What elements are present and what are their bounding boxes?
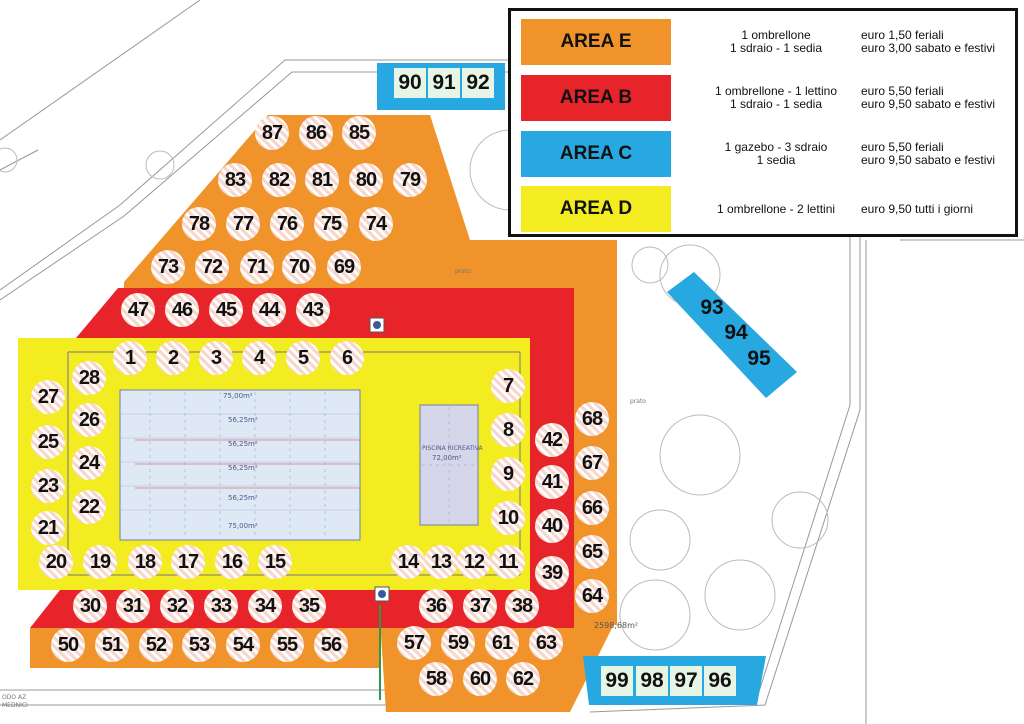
- umbrella-spot-52[interactable]: 52: [139, 628, 173, 662]
- small-pool-area: 72,00m²: [432, 454, 462, 462]
- umbrella-spot-22[interactable]: 22: [72, 490, 106, 524]
- legend-swatch-e: AREA E: [521, 19, 671, 65]
- umbrella-spot-33[interactable]: 33: [204, 589, 238, 623]
- umbrella-spot-67[interactable]: 67: [575, 446, 609, 480]
- gazebo-spot-94[interactable]: 94: [724, 321, 748, 344]
- umbrella-spot-64[interactable]: 64: [575, 579, 609, 613]
- umbrella-spot-10[interactable]: 10: [491, 501, 525, 535]
- umbrella-spot-13[interactable]: 13: [424, 545, 458, 579]
- gazebo-spot-90[interactable]: 90: [394, 68, 426, 98]
- recreational-pool: [420, 405, 478, 525]
- gazebo-spot-99[interactable]: 99: [601, 666, 633, 696]
- umbrella-spot-80[interactable]: 80: [349, 163, 383, 197]
- legend-price-d: euro 9,50 tutti i giorni: [861, 201, 974, 216]
- umbrella-spot-60[interactable]: 60: [463, 662, 497, 696]
- legend-desc-c: 1 gazebo - 3 sdraio 1 sedia: [724, 140, 828, 167]
- umbrella-spot-81[interactable]: 81: [305, 163, 339, 197]
- umbrella-spot-78[interactable]: 78: [182, 207, 216, 241]
- price-legend: [508, 8, 1018, 237]
- umbrella-spot-3[interactable]: 3: [199, 341, 233, 375]
- umbrella-spot-7[interactable]: 7: [491, 369, 525, 403]
- umbrella-spot-47[interactable]: 47: [121, 293, 155, 327]
- legend-row-c: [521, 131, 1011, 177]
- gazebo-spot-96[interactable]: 96: [704, 666, 736, 696]
- umbrella-spot-23[interactable]: 23: [31, 469, 65, 503]
- umbrella-spot-27[interactable]: 27: [31, 380, 65, 414]
- lawn-label: prato: [630, 398, 646, 405]
- umbrella-spot-21[interactable]: 21: [31, 511, 65, 545]
- gazebo-spot-95[interactable]: 95: [747, 347, 771, 370]
- umbrella-spot-19[interactable]: 19: [83, 545, 117, 579]
- legend-row-e: [521, 19, 1011, 65]
- corner-note: MEDNICI: [2, 702, 28, 709]
- umbrella-spot-18[interactable]: 18: [128, 545, 162, 579]
- umbrella-spot-16[interactable]: 16: [215, 545, 249, 579]
- corner-note: ODO AZ: [2, 694, 27, 701]
- legend-desc-e: 1 ombrellone 1 sdraio - 1 sedia: [729, 28, 823, 55]
- umbrella-spot-35[interactable]: 35: [292, 589, 326, 623]
- umbrella-spot-69[interactable]: 69: [327, 250, 361, 284]
- umbrella-spot-57[interactable]: 57: [397, 626, 431, 660]
- umbrella-spot-32[interactable]: 32: [160, 589, 194, 623]
- umbrella-spot-6[interactable]: 6: [330, 341, 364, 375]
- umbrella-spot-2[interactable]: 2: [156, 341, 190, 375]
- umbrella-spot-12[interactable]: 12: [457, 545, 491, 579]
- small-pool-name: PISCINA RICREATIVA: [422, 445, 483, 452]
- umbrella-spot-68[interactable]: 68: [575, 402, 609, 436]
- umbrella-spot-74[interactable]: 74: [359, 207, 393, 241]
- umbrella-spot-25[interactable]: 25: [31, 425, 65, 459]
- umbrella-spot-41[interactable]: 41: [535, 465, 569, 499]
- umbrella-spot-87[interactable]: 87: [255, 116, 289, 150]
- umbrella-spot-82[interactable]: 82: [262, 163, 296, 197]
- umbrella-spot-58[interactable]: 58: [419, 662, 453, 696]
- umbrella-spot-9[interactable]: 9: [491, 457, 525, 491]
- umbrella-spot-62[interactable]: 62: [506, 662, 540, 696]
- area-total-label: 2598,68m²: [594, 621, 639, 630]
- umbrella-spot-65[interactable]: 65: [575, 535, 609, 569]
- legend-desc-d: 1 ombrellone - 2 lettini: [716, 201, 836, 216]
- legend-desc-b: 1 ombrellone - 1 lettino 1 sdraio - 1 sedia: [714, 84, 838, 111]
- umbrella-spot-44[interactable]: 44: [252, 293, 286, 327]
- umbrella-spot-54[interactable]: 54: [226, 628, 260, 662]
- umbrella-spot-70[interactable]: 70: [282, 250, 316, 284]
- legend-row-b: [521, 75, 1011, 121]
- umbrella-spot-76[interactable]: 76: [270, 207, 304, 241]
- umbrella-spot-51[interactable]: 51: [95, 628, 129, 662]
- gazebo-spot-93[interactable]: 93: [700, 296, 724, 319]
- gazebo-spot-97[interactable]: 97: [670, 666, 702, 696]
- umbrella-spot-17[interactable]: 17: [171, 545, 205, 579]
- gazebo-spot-98[interactable]: 98: [636, 666, 668, 696]
- umbrella-spot-1[interactable]: 1: [113, 341, 147, 375]
- umbrella-spot-56[interactable]: 56: [314, 628, 348, 662]
- umbrella-spot-14[interactable]: 14: [391, 545, 425, 579]
- umbrella-spot-61[interactable]: 61: [485, 626, 519, 660]
- lane-label-1: 75,00m²: [223, 392, 253, 400]
- legend-swatch-d: AREA D: [521, 186, 671, 232]
- lane-label-5: 56,25m²: [228, 494, 258, 502]
- umbrella-spot-59[interactable]: 59: [441, 626, 475, 660]
- umbrella-spot-43[interactable]: 43: [296, 293, 330, 327]
- lane-label-6: 75,00m²: [228, 522, 258, 530]
- umbrella-spot-63[interactable]: 63: [529, 626, 563, 660]
- gazebo-spot-92[interactable]: 92: [462, 68, 494, 98]
- legend-swatch-c: AREA C: [521, 131, 671, 177]
- umbrella-spot-53[interactable]: 53: [182, 628, 216, 662]
- legend-swatch-b: AREA B: [521, 75, 671, 121]
- umbrella-spot-26[interactable]: 26: [72, 403, 106, 437]
- umbrella-spot-40[interactable]: 40: [535, 509, 569, 543]
- umbrella-spot-66[interactable]: 66: [575, 491, 609, 525]
- gazebo-spot-91[interactable]: 91: [428, 68, 460, 98]
- umbrella-spot-28[interactable]: 28: [72, 361, 106, 395]
- umbrella-spot-42[interactable]: 42: [535, 423, 569, 457]
- umbrella-spot-24[interactable]: 24: [72, 446, 106, 480]
- umbrella-spot-50[interactable]: 50: [51, 628, 85, 662]
- umbrella-spot-86[interactable]: 86: [299, 116, 333, 150]
- umbrella-spot-15[interactable]: 15: [258, 545, 292, 579]
- legend-price-b: euro 5,50 feriali euro 9,50 sabato e festivi: [861, 84, 996, 111]
- umbrella-spot-34[interactable]: 34: [248, 589, 282, 623]
- legend-price-e: euro 1,50 feriali euro 3,00 sabato e festivi: [861, 28, 996, 55]
- umbrella-spot-8[interactable]: 8: [491, 413, 525, 447]
- umbrella-spot-55[interactable]: 55: [270, 628, 304, 662]
- umbrella-spot-38[interactable]: 38: [505, 589, 539, 623]
- umbrella-spot-85[interactable]: 85: [342, 116, 376, 150]
- lane-label-3: 56,25m²: [228, 440, 258, 448]
- legend-row-d: [521, 186, 1011, 232]
- umbrella-spot-73[interactable]: 73: [151, 250, 185, 284]
- umbrella-spot-37[interactable]: 37: [463, 589, 497, 623]
- lane-label-2: 56,25m²: [228, 416, 258, 424]
- umbrella-spot-75[interactable]: 75: [314, 207, 348, 241]
- lane-label-4: 56,25m²: [228, 464, 258, 472]
- umbrella-spot-46[interactable]: 46: [165, 293, 199, 327]
- umbrella-spot-31[interactable]: 31: [116, 589, 150, 623]
- umbrella-spot-11[interactable]: 11: [491, 545, 525, 579]
- umbrella-spot-45[interactable]: 45: [209, 293, 243, 327]
- umbrella-spot-39[interactable]: 39: [535, 556, 569, 590]
- lawn-label: prato: [455, 268, 471, 275]
- umbrella-spot-20[interactable]: 20: [39, 545, 73, 579]
- umbrella-spot-79[interactable]: 79: [393, 163, 427, 197]
- umbrella-spot-5[interactable]: 5: [286, 341, 320, 375]
- umbrella-spot-36[interactable]: 36: [419, 589, 453, 623]
- umbrella-spot-4[interactable]: 4: [242, 341, 276, 375]
- umbrella-spot-71[interactable]: 71: [240, 250, 274, 284]
- legend-price-c: euro 5,50 feriali euro 9,50 sabato e festivi: [861, 140, 996, 167]
- umbrella-spot-72[interactable]: 72: [195, 250, 229, 284]
- umbrella-spot-77[interactable]: 77: [226, 207, 260, 241]
- umbrella-spot-30[interactable]: 30: [73, 589, 107, 623]
- umbrella-spot-83[interactable]: 83: [218, 163, 252, 197]
